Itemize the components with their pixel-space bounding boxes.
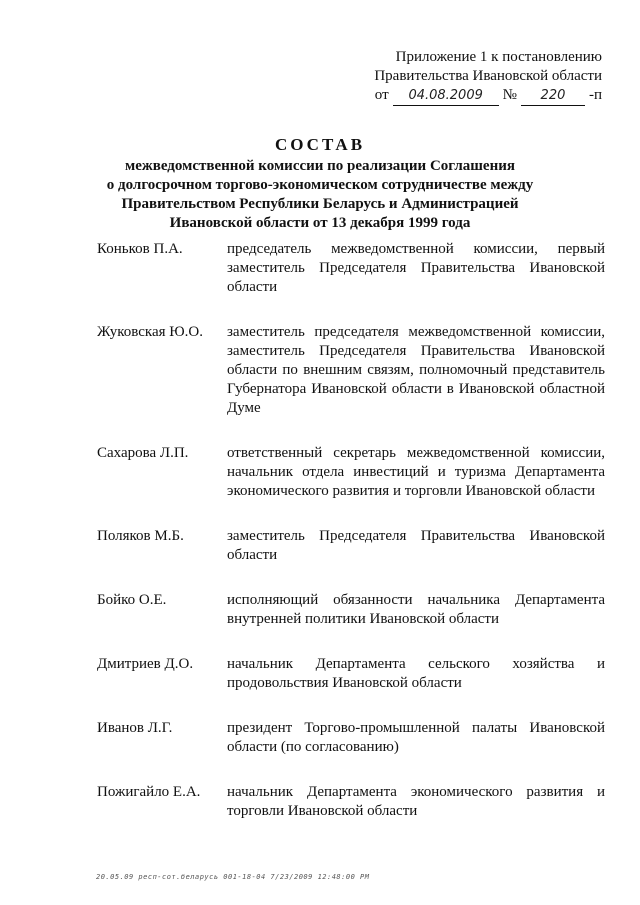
member-row bbox=[97, 719, 605, 757]
member-role: заместитель Председателя Правительства Ивановской области bbox=[227, 528, 605, 563]
member-row bbox=[97, 444, 605, 501]
members-list bbox=[97, 240, 605, 847]
member-role: заместитель председателя межведомственной комиссии, заместитель Председателя Правительства Ивановской области по внешним связям, полномочный представитель Губернатора Ивановской области в Ивановской областной Думе bbox=[227, 324, 605, 416]
member-name: Иванов Л.Г. bbox=[97, 720, 173, 736]
member-role: президент Торгово-промышленной палаты Ивановской области (по согласованию) bbox=[227, 720, 605, 755]
appendix-date-row bbox=[342, 86, 602, 106]
appendix-line-1: Приложение 1 к постановлению bbox=[395, 49, 602, 65]
member-role: начальник Департамента экономического развития и торговли Ивановской области bbox=[227, 784, 605, 819]
appendix-line-2: Правительства Ивановской области bbox=[374, 68, 602, 84]
member-name: Сахарова Л.П. bbox=[97, 445, 189, 461]
subtitle-line: Ивановской области от 13 декабря 1999 года bbox=[169, 215, 471, 231]
document-title: СОСТАВ bbox=[274, 135, 366, 154]
number-label: № bbox=[502, 87, 517, 103]
member-row bbox=[97, 240, 605, 297]
handwritten-date: 04.08.2009 bbox=[393, 86, 499, 106]
number-suffix: -п bbox=[588, 87, 602, 103]
member-name: Пожигайло Е.А. bbox=[97, 784, 201, 800]
subtitle-line: о долгосрочном торгово-экономическом сотрудничестве между bbox=[106, 177, 534, 193]
member-row bbox=[97, 323, 605, 418]
from-label: от bbox=[374, 87, 389, 103]
member-name: Поляков М.Б. bbox=[97, 528, 184, 544]
member-name: Бойко О.Е. bbox=[97, 592, 167, 608]
member-row bbox=[97, 655, 605, 693]
member-role: ответственный секретарь межведомственной комиссии, начальник отдела инвестиций и туризма Департамента экономического развития и торговли Ивановской области bbox=[227, 445, 605, 499]
member-role: исполняющий обязанности начальника Департамента внутренней политики Ивановской области bbox=[227, 592, 605, 627]
handwritten-number: 220 bbox=[521, 86, 585, 106]
appendix-header bbox=[342, 48, 602, 106]
footer-file-info: 20.05.09 респ-сот.беларусь 001-18-04 7/23/2009 12:48:00 PM bbox=[96, 873, 370, 881]
member-name: Жуковская Ю.О. bbox=[97, 324, 204, 340]
subtitle-line: межведомственной комиссии по реализации Соглашения bbox=[125, 158, 515, 174]
member-name: Дмитриев Д.О. bbox=[97, 656, 194, 672]
member-role: начальник Департамента сельского хозяйства и продовольствия Ивановской области bbox=[227, 656, 605, 691]
member-role: председатель межведомственной комиссии, первый заместитель Председателя Правительства Ивановской области bbox=[227, 241, 605, 295]
member-row bbox=[97, 591, 605, 629]
document-title-block bbox=[70, 135, 570, 233]
member-name: Коньков П.А. bbox=[97, 241, 183, 257]
member-row bbox=[97, 527, 605, 565]
subtitle-line: Правительством Республики Беларусь и Администрацией bbox=[121, 196, 519, 212]
member-row bbox=[97, 783, 605, 821]
